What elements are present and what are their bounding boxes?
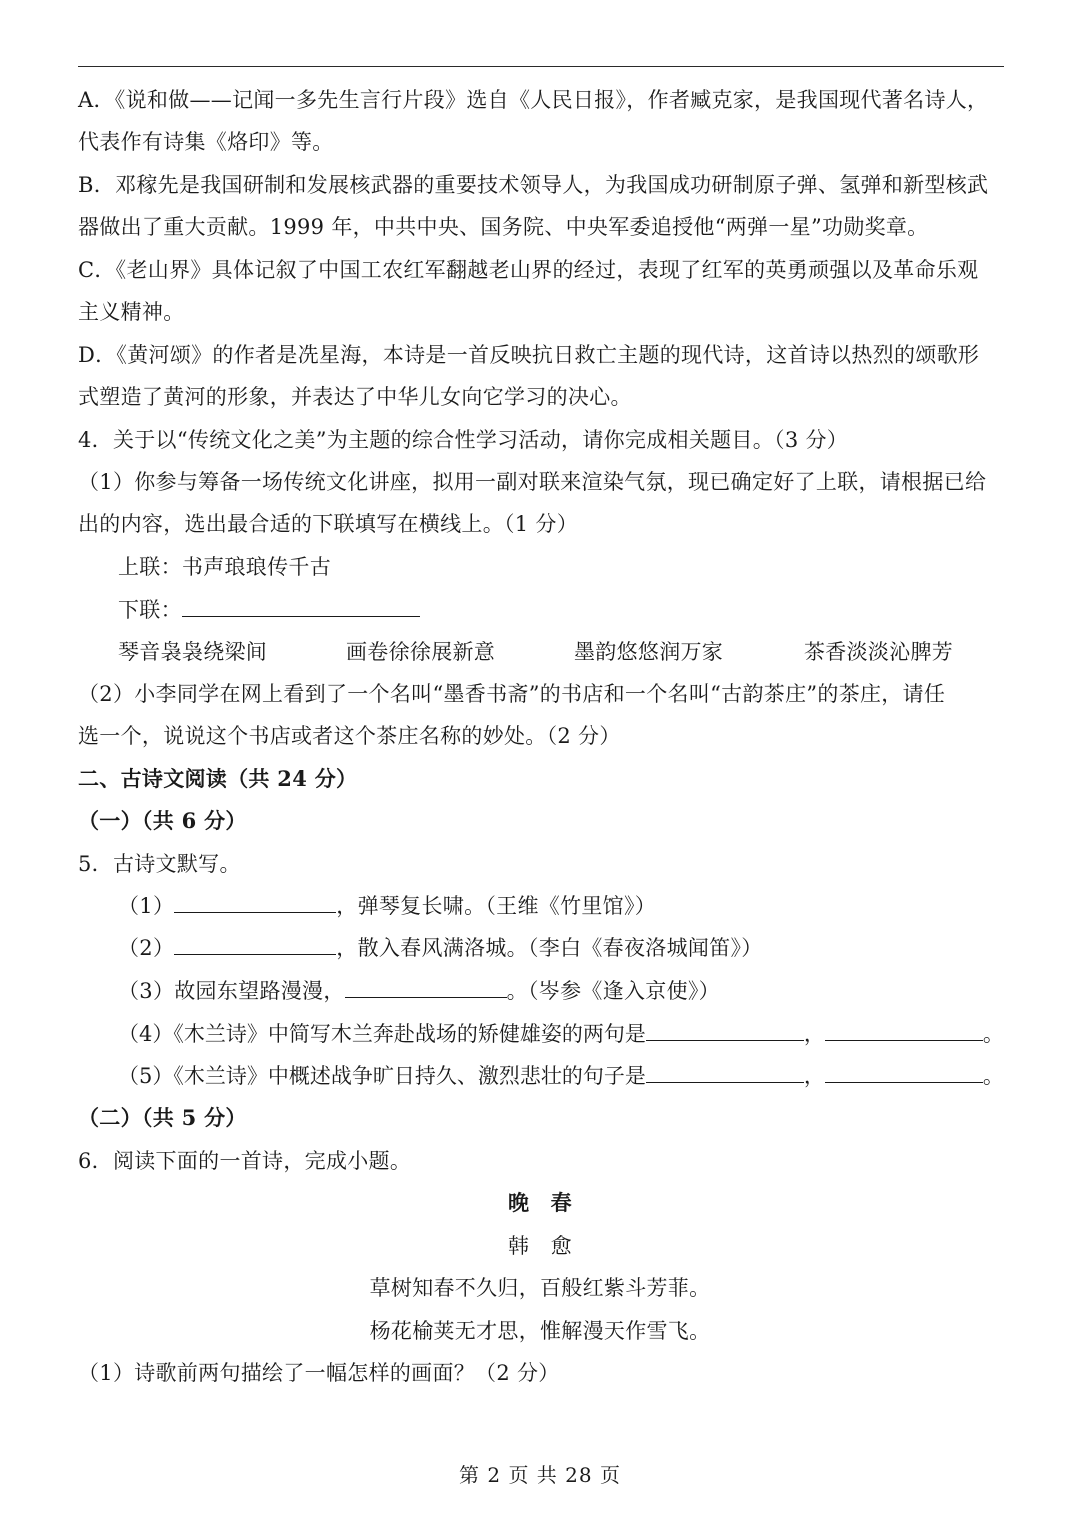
section-2-heading: 二、古诗文阅读（共 24 分） [78, 766, 358, 791]
option-b-line1: B．邓稼先是我国研制和发展核武器的重要技术领导人，为我国成功研制原子弹、氢弹和新型核武 [78, 173, 989, 197]
question-5-3-blank[interactable] [345, 977, 507, 998]
question-5-5-text: （5）《木兰诗》中概述战争旷日持久、激烈悲壮的句子是 [118, 1064, 646, 1088]
question-4: 4．关于以“传统文化之美”为主题的综合性学习活动，请你完成相关题目。（3 分） [78, 428, 849, 452]
question-4-2-line1: （2）小李同学在网上看到了一个名叫“墨香书斋”的书店和一个名叫“古韵茶庄”的茶庄，请任 [78, 682, 946, 706]
question-5-2-blank[interactable] [174, 934, 336, 955]
question-5-4-text: （4）《木兰诗》中简写木兰奔赴战场的矫健雄姿的两句是 [118, 1022, 646, 1046]
question-6: 6．阅读下面的一首诗，完成小题。 [78, 1149, 412, 1173]
question-5-5 [118, 1062, 1004, 1090]
question-4-1-line2: 出的内容，选出最合适的下联填写在横线上。（1 分） [78, 512, 579, 536]
couplet-choice-2: 画卷徐徐展新意 [346, 640, 496, 664]
couplet-choice-1: 琴音袅袅绕梁间 [118, 640, 268, 664]
lower-couplet-answer-blank[interactable] [182, 596, 420, 617]
question-4-1-line1: （1）你参与筹备一场传统文化讲座，拟用一副对联来渲染气氛，现已确定好了上联，请根据已给 [78, 470, 987, 494]
question-6-1: （1）诗歌前两句描绘了一幅怎样的画面？（2 分） [78, 1361, 560, 1385]
header-rule [78, 66, 1004, 67]
question-4-2-line2: 选一个，说说这个书店或者这个茶庄名称的妙处。（2 分） [78, 724, 621, 748]
lower-couplet [118, 596, 420, 624]
question-5-3 [118, 977, 720, 1005]
option-a-line1: A．《说和做——记闻一多先生言行片段》选自《人民日报》，作者臧克家，是我国现代著名诗人， [78, 88, 989, 112]
question-5-2-number: （2） [118, 936, 175, 960]
poem-line-1: 草树知春不久归，百般红紫斗芳菲。 [369, 1276, 711, 1300]
option-a-line2: 代表作有诗集《烙印》等。 [78, 130, 334, 154]
couplet-choice-4: 茶香淡淡沁脾芳 [804, 640, 954, 664]
question-5: 5．古诗文默写。 [78, 852, 241, 876]
subsection-1-heading: （一）（共 6 分） [78, 808, 247, 833]
question-5-4-comma: ， [803, 1022, 825, 1046]
couplet-choice-3: 墨韵悠悠润万家 [574, 640, 724, 664]
question-5-1-blank[interactable] [174, 892, 336, 913]
question-5-4-period: 。 [982, 1022, 1004, 1046]
option-d-line1: D．《黄河颂》的作者是冼星海，本诗是一首反映抗日救亡主题的现代诗，这首诗以热烈的颂歌形 [78, 343, 980, 367]
question-5-1 [118, 892, 656, 920]
poem-author: 韩 愈 [508, 1234, 572, 1258]
question-5-1-text: ，弹琴复长啸。（王维《竹里馆》） [336, 894, 657, 918]
question-5-3-text-end: 。（岑参《逢入京使》） [506, 979, 720, 1003]
subsection-2-heading: （二）（共 5 分） [78, 1105, 247, 1130]
option-d-line2: 式塑造了黄河的形象，并表达了中华儿女向它学习的决心。 [78, 385, 632, 409]
option-c-line1: C．《老山界》具体记叙了中国工农红军翻越老山界的经过，表现了红军的英勇顽强以及革命乐观 [78, 258, 979, 282]
page-number-footer: 第 2 页 共 28 页 [459, 1463, 621, 1487]
question-5-5-blank-1[interactable] [646, 1062, 804, 1083]
question-5-4-blank-1[interactable] [646, 1020, 804, 1041]
question-5-2-text: ，散入春风满洛城。（李白《春夜洛城闻笛》） [336, 936, 763, 960]
question-5-3-text-start: （3）故园东望路漫漫， [118, 979, 345, 1003]
question-5-5-period: 。 [982, 1064, 1004, 1088]
question-5-5-comma: ， [803, 1064, 825, 1088]
question-5-2 [118, 934, 763, 962]
option-c-line2: 主义精神。 [78, 300, 185, 324]
question-5-5-blank-2[interactable] [825, 1062, 983, 1083]
question-5-4 [118, 1020, 1004, 1048]
poem-title: 晚 春 [508, 1190, 572, 1215]
question-5-4-blank-2[interactable] [825, 1020, 983, 1041]
question-5-1-number: （1） [118, 894, 175, 918]
lower-couplet-label: 下联： [118, 598, 182, 622]
poem-line-2: 杨花榆荚无才思，惟解漫天作雪飞。 [369, 1319, 711, 1343]
upper-couplet: 上联：书声琅琅传千古 [118, 555, 331, 579]
option-b-line2: 器做出了重大贡献。1999 年，中共中央、国务院、中央军委追授他“两弹一星”功勋奖章。 [78, 215, 929, 239]
